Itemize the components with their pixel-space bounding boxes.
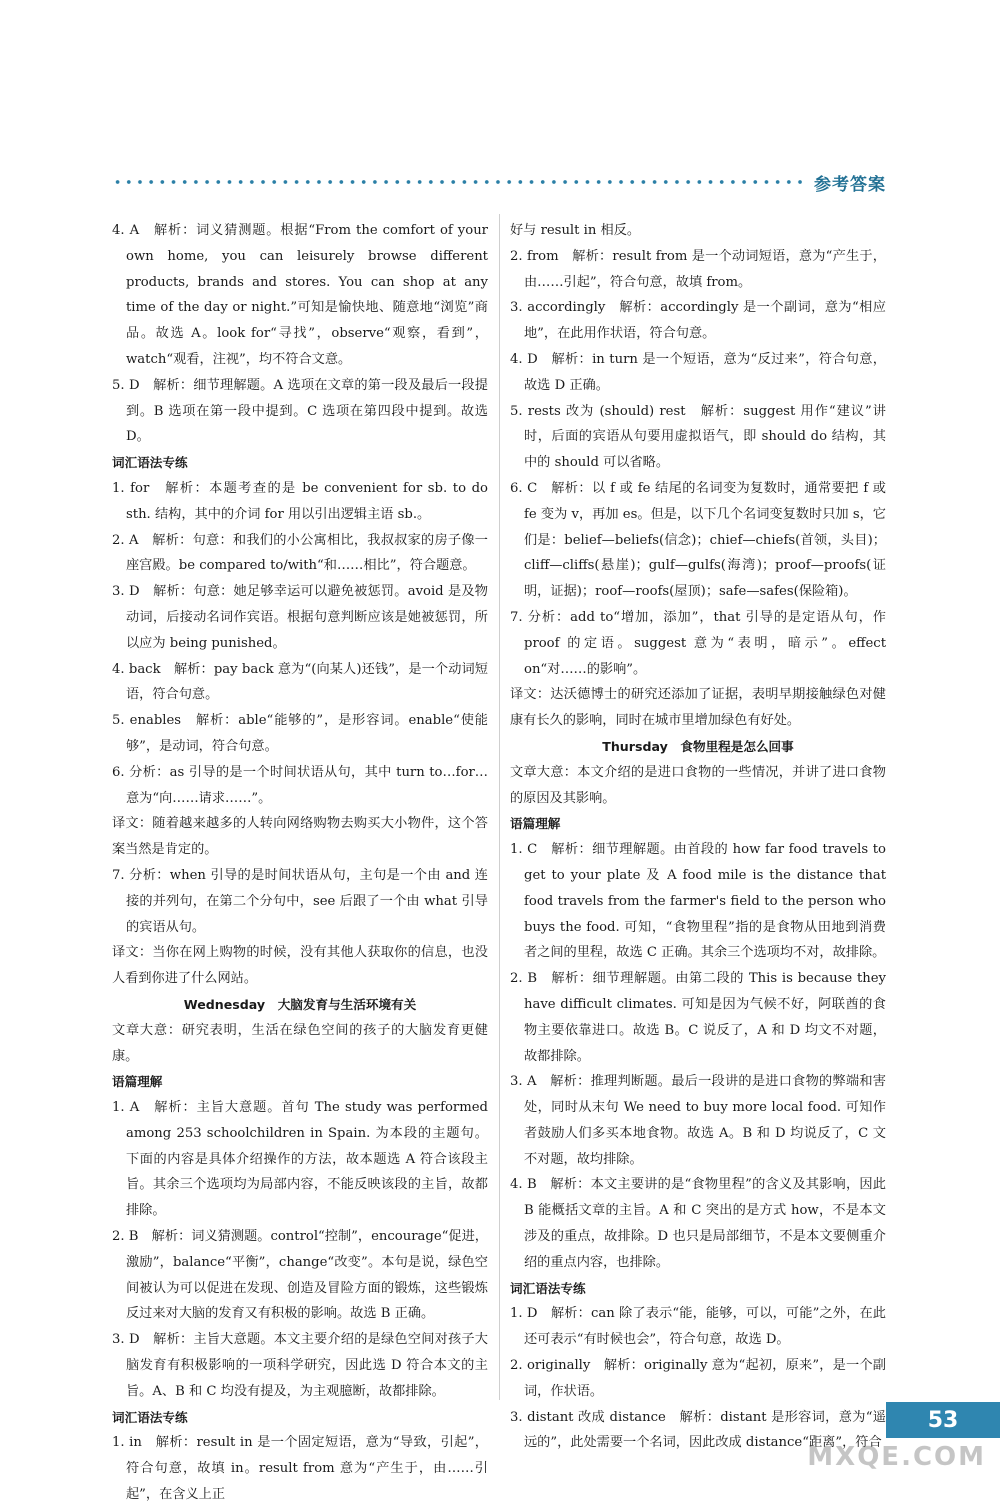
answer-item: 1. C 解析：细节理解题。由首段的 how far food travels to get to your plate 及 A food mile is the distance that food travels from the farmer's field to the person who buys the food. 可知，“食物里程”指的是食物从田地到消费者之间的里程，故选 C 正确。其余三个选项均不对，故排除。 [510, 842, 886, 961]
answer-item: 5. rests 改为 (should) rest 解析：suggest 用作“建议”讲时，后面的宾语从句要用虚拟语气，即 should do 结构，其中的 should 可以省略。 [510, 403, 886, 471]
answer-item: 6. 分析：as 引导的是一个时间状语从句，其中 turn to…for…意为“向……请求……”。 [112, 764, 488, 806]
answer-item: 5. enables 解析：able“能够的”，是形容词。enable“使能够”，是动词，符合句意。 [112, 713, 488, 754]
section-heading: 词汇语法专练 [112, 455, 188, 471]
answer-item: 1. D 解析：can 除了表示“能，能够，可以，可能”之外，在此还可表示“有时候也会”，符合句意，故选 D。 [510, 1306, 886, 1348]
answer-item: 3. D 解析：主旨大意题。本文主要介绍的是绿色空间对孩子大脑发育有积极影响的一项科学研究，因此选 D 符合本文的主旨。A、B 和 C 均没有提及，为主观臆断，故都排除。 [112, 1332, 488, 1399]
answer-item: 2. from 解析：result from 是一个动词短语，意为“产生于，由……引起”，符合句意，故填 from。 [510, 248, 886, 290]
paragraph: 译文：达沃德博士的研究还添加了证据，表明早期接触绿色对健康有长久的影响，同时在城市里增加绿色有好处。 [510, 687, 886, 729]
answer-item: 2. originally 解析：originally 意为“起初，原来”，是一个副词，作状语。 [510, 1358, 886, 1399]
answer-item: 1. for 解析：本题考查的是 be convenient for sb. to do sth. 结构，其中的介词 for 用以引出逻辑主语 sb.。 [112, 480, 488, 522]
answer-item: 3. distant 改成 distance 解析：distant 是形容词，意为“遥远的”，此处需要一个名词，因此改成 distance“距离”，符合 [510, 1409, 886, 1451]
answer-item: 4. D 解析：in turn 是一个短语，意为“反过来”，符合句意，故选 D 正确。 [510, 351, 886, 393]
watermark: MXQE.COM [807, 1442, 986, 1472]
answer-item: 4. A 解析：词义猜测题。根据“From the comfort of your own home, you can leisurely browse different products, brands and stores. You can shop at any time of the day or night.”可知是愉快地、随意地“浏览”商品。故选 A。look for“寻找”，observe“观察，看到”，watch“观看，注视”，均不符合文意。 [112, 223, 488, 367]
section-heading: 词汇语法专练 [510, 1280, 586, 1296]
answer-item: 2. A 解析：句意：和我们的小公寓相比，我叔叔家的房子像一座宫殿。be compared to/with“和……相比”，符合题意。 [112, 532, 488, 574]
answer-item: 4. back 解析：pay back 意为“(向某人)还钱”，是一个动词短语，符合句意。 [112, 661, 488, 703]
day-title: Wednesday 大脑发育与生活环境有关 [183, 996, 417, 1012]
answer-item: 2. B 解析：词义猜测题。control“控制”，encourage“促进，激励”，balance“平衡”，change“改变”。本句是说，绿色空间被认为可以促进在发现、创造及冒险方面的锻炼，这些锻炼反过来对大脑的发育又有积极的影响。故选 B 正确。 [112, 1229, 488, 1322]
answer-item: 7. 分析：add to“增加，添加”，that 引导的是定语从句，作 proof 的定语。suggest 意为“表明，暗示”。effect on“对……的影响”。 [510, 609, 886, 677]
paragraph: 译文：当你在网上购物的时候，没有其他人获取你的信息，也没人看到你进了什么网站。 [112, 945, 488, 987]
header-dotted-rule [112, 176, 802, 188]
answer-item: 5. D 解析：细节理解题。A 选项在文章的第一段及最后一段提到。B 选项在第一段中提到。C 选项在第四段中提到。故选 D。 [112, 377, 488, 445]
section-heading: 词汇语法专练 [112, 1409, 188, 1425]
answer-item: 1. in 解析：result in 是一个固定短语，意为“导致，引起”，符合句意，故填 in。result from 意为“产生于，由……引起”，在含义上正 [112, 1435, 488, 1503]
paragraph: 文章大意：本文介绍的是进口食物的一些情况，并讲了进口食物的原因及其影响。 [510, 764, 886, 806]
answer-item: 2. B 解析：细节理解题。由第二段的 This is because they have difficult climates. 可知是因为气候不好，阿联酋的食物主要依靠进口。故选 B。C 说反了，A 和 D 均文不对题，故都排除。 [510, 971, 886, 1064]
answer-item: 1. A 解析：主旨大意题。首句 The study was performed among 253 schoolchildren in Spain. 为本段的主题句。下面的内容是具体介绍操作的方法，故本题选 A 符合该段主旨。其余三个选项均为局部内容，不能反映该段的主旨，故都排除。 [112, 1100, 488, 1219]
day-title: Thursday 食物里程是怎么回事 [602, 738, 794, 754]
column-divider [499, 214, 500, 1400]
right-column [510, 218, 886, 1456]
answer-item: 7. 分析：when 引导的是时间状语从句，主句是一个由 and 连接的并列句，在第二个分句中，see 后跟了一个由 what 引导的宾语从句。 [112, 867, 488, 935]
paragraph: 好与 result in 相反。 [510, 223, 641, 238]
page-header-title: 参考答案 [814, 175, 886, 195]
answer-item: 4. B 解析：本文主要讲的是“食物里程”的含义及其影响，因此 B 能概括文章的主旨。A 和 C 突出的是方式 how，不是本文涉及的重点，故排除。D 也只是局部细节，不是本文要侧重介绍的重点内容，也排除。 [510, 1177, 886, 1270]
answer-item: 3. D 解析：句意：她足够幸运可以避免被惩罚。avoid 是及物动词，后接动名词作宾语。根据句意判断应该是她被惩罚，所以应为 being punished。 [112, 584, 488, 651]
section-heading: 语篇理解 [112, 1074, 163, 1090]
page-number-tab: 53 [886, 1402, 1000, 1438]
paragraph: 译文：随着越来越多的人转向网络购物去购买大小物件，这个答案当然是肯定的。 [112, 816, 488, 858]
left-column [112, 218, 488, 1508]
section-heading: 语篇理解 [510, 816, 561, 832]
answer-item: 6. C 解析：以 f 或 fe 结尾的名词变为复数时，通常要把 f 或 fe 变为 v，再加 es。但是，以下几个名词变复数时只加 s，它们是：belief—beliefs(信念)；chief—chiefs(首领，头目)；cliff—cliffs(悬崖)；gulf—gulfs(海湾)；proof—proofs(证明，证据)；roof—roofs(屋顶)；safe—safes(保险箱)。 [510, 480, 886, 600]
answer-item: 3. accordingly 解析：accordingly 是一个副词，意为“相应地”，在此用作状语，符合句意。 [510, 300, 886, 342]
paragraph: 文章大意：研究表明，生活在绿色空间的孩子的大脑发育更健康。 [112, 1022, 488, 1064]
answer-item: 3. A 解析：推理判断题。最后一段讲的是进口食物的弊端和害处，同时从末句 We need to buy more local food. 可知作者鼓励人们多买本地食物。故选 A。B 和 D 均说反了，C 文不对题，故均排除。 [510, 1074, 886, 1167]
